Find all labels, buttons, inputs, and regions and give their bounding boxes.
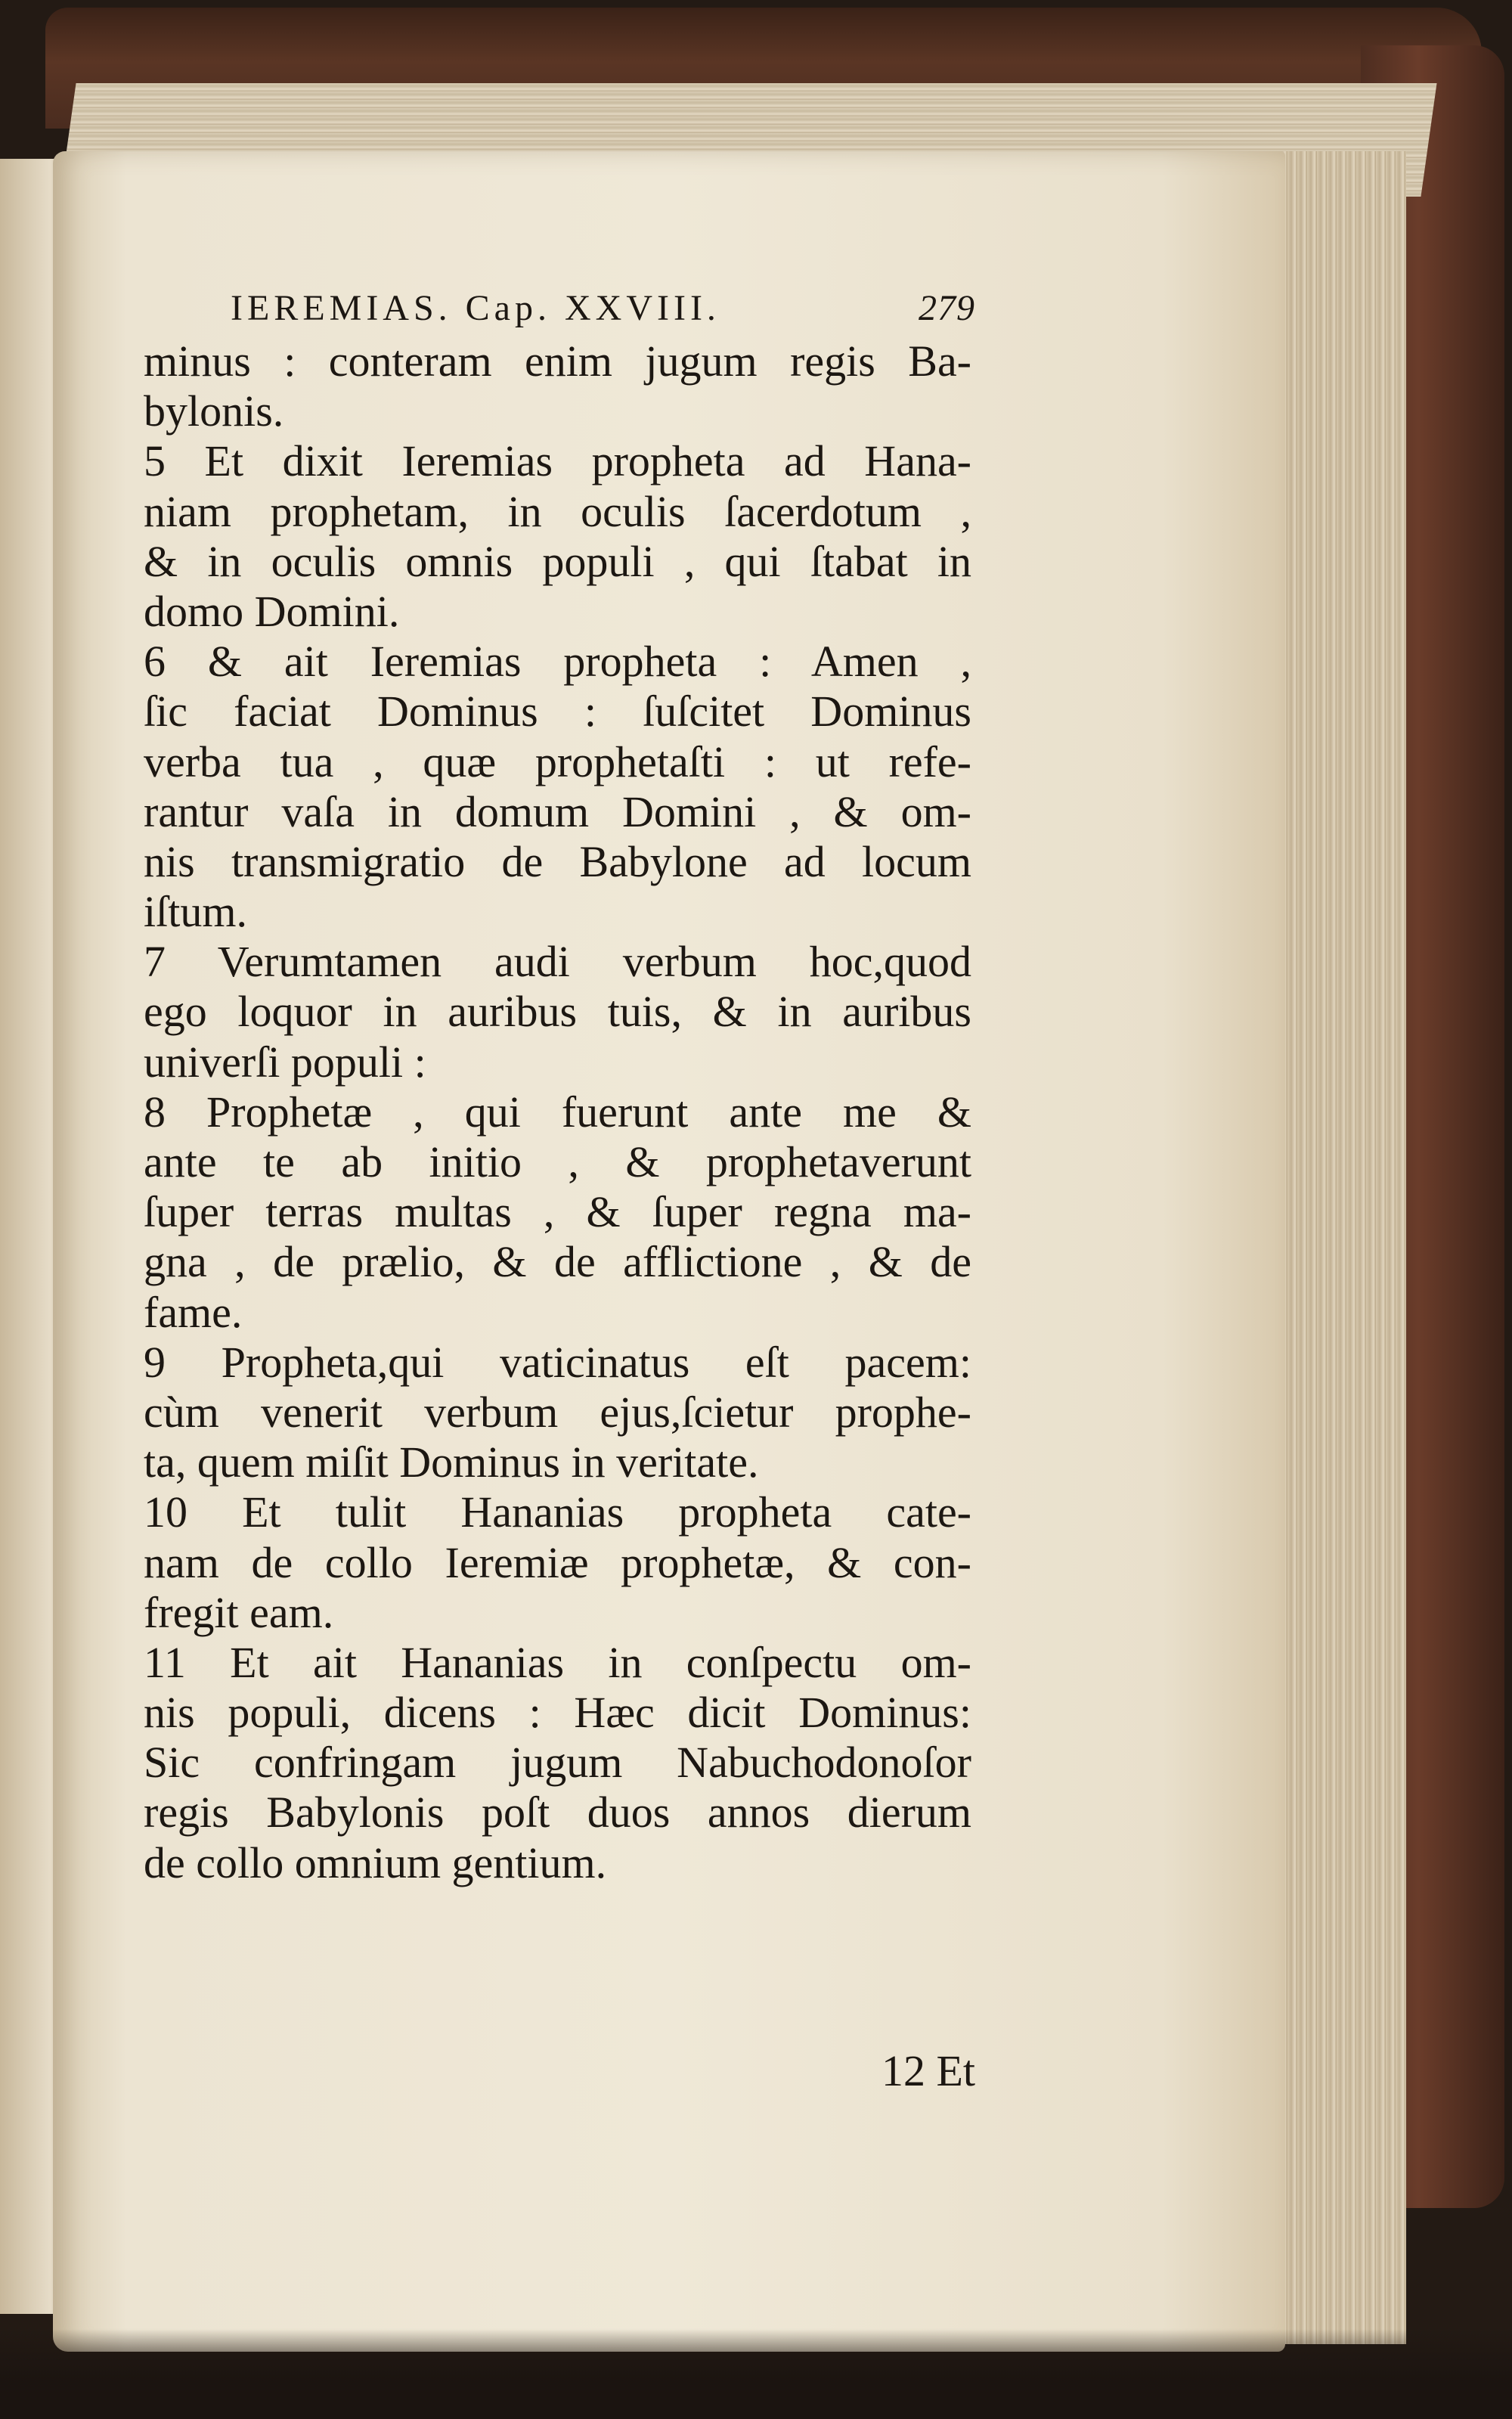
text-line: niam prophetam, in oculis ſacerdotum , xyxy=(144,486,971,536)
text-line: & in oculis omnis populi , qui ſtabat in xyxy=(144,536,971,586)
catchword: 12 Et xyxy=(881,2046,975,2095)
text-line: fame. xyxy=(144,1287,243,1337)
text-line: 7 Verumtamen audi verbum hoc,quod xyxy=(144,937,971,987)
text-line: regis Babylonis poſt duos annos dierum xyxy=(144,1788,971,1838)
text-line: rantur vaſa in domum Domini , & om- xyxy=(144,786,971,836)
text-line: ſuper terras multas , & ſuper regna ma- xyxy=(144,1187,971,1237)
text-line: ſic faciat Dominus : ſuſcitet Dominus xyxy=(144,687,971,737)
text-line: nis populi, dicens : Hæc dicit Dominus: xyxy=(144,1688,971,1738)
text-line: fregit eam. xyxy=(144,1587,334,1637)
page-number: 279 xyxy=(919,288,975,328)
text-line: 5 Et dixit Ieremias propheta ad Hana- xyxy=(144,436,971,486)
text-line: minus : conteram enim jugum regis Ba- xyxy=(144,336,971,386)
text-line: 6 & ait Ieremias propheta : Amen , xyxy=(144,637,971,687)
text-line: bylonis. xyxy=(144,386,284,436)
text-line: nam de collo Ieremiæ prophetæ, & con- xyxy=(144,1537,971,1587)
text-line: 8 Prophetæ , qui fuerunt ante me & xyxy=(144,1087,971,1137)
text-line: univerſi populi : xyxy=(144,1037,426,1087)
text-line: de collo omnium gentium. xyxy=(144,1838,607,1887)
text-line: verba tua , quæ prophetaſti : ut refe- xyxy=(144,737,971,786)
text-line: iſtum. xyxy=(144,887,247,937)
running-head xyxy=(231,287,975,333)
text-line: 10 Et tulit Hananias propheta cate- xyxy=(144,1487,971,1537)
running-head-title: IEREMIAS. Cap. XXVIII. xyxy=(231,288,720,328)
text-line: gna , de prælio, & de afflictione , & de xyxy=(144,1237,971,1287)
bottom-shadow xyxy=(0,2329,1512,2419)
page-edges-right xyxy=(1278,151,1406,2344)
text-line: ante te ab initio , & prophetaverunt xyxy=(144,1137,971,1186)
text-line: nis transmigratio de Babylone ad locum xyxy=(144,836,971,886)
text-line: 11 Et ait Hananias in conſpectu om- xyxy=(144,1637,971,1687)
text-line: cùm venerit verbum ejus,ſcietur prophe- xyxy=(144,1387,971,1437)
text-line: Sic confringam jugum Nabuchodonoſor xyxy=(144,1738,971,1788)
text-line: 9 Propheta,qui vaticinatus eſt pacem: xyxy=(144,1337,971,1387)
text-line: ta, quem miſit Dominus in veritate. xyxy=(144,1437,759,1487)
text-block xyxy=(144,336,971,1888)
text-line: domo Domini. xyxy=(144,586,400,636)
text-line: ego loquor in auribus tuis, & in auribus xyxy=(144,987,971,1037)
